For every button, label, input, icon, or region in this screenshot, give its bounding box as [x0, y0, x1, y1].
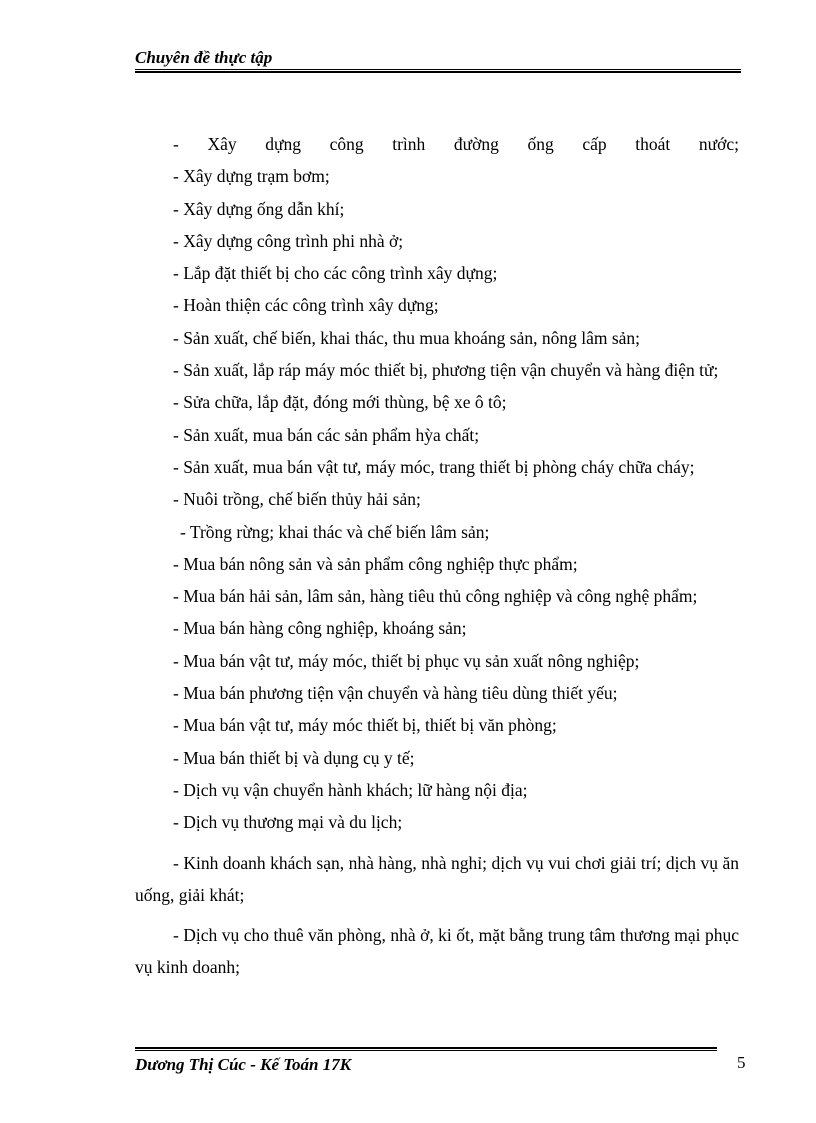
list-item: - Xây dựng trạm bơm; — [173, 166, 330, 187]
list-item: - Kinh doanh khách sạn, nhà hàng, nhà nghỉ; dịch vụ vui chơi giải trí; dịch vụ ăn uống, giải khát; — [135, 852, 739, 905]
header-title: Chuyên đề thực tập — [135, 48, 273, 67]
document-body — [135, 128, 739, 984]
list-item: - Trồng rừng; khai thác và chế biến lâm sản; — [180, 521, 490, 542]
list-item: - Sửa chữa, lắp đặt, đóng mới thùng, bệ xe ô tô; — [173, 392, 507, 413]
list-item: - Xây dựng công trình đường ống cấp thoát nước; — [173, 134, 739, 154]
header-divider-thick — [135, 71, 741, 73]
list-item: - Mua bán nông sản và sản phẩm công nghiệp thực phẩm; — [173, 553, 578, 574]
list-item: - Lắp đặt thiết bị cho các công trình xây dựng; — [173, 263, 498, 284]
list-item: - Dịch vụ thương mại và du lịch; — [173, 812, 403, 833]
list-item: - Sản xuất, chế biến, khai thác, thu mua khoáng sản, nông lâm sản; — [173, 327, 641, 348]
list-item: - Hoàn thiện các công trình xây dựng; — [173, 295, 439, 316]
list-item: - Mua bán vật tư, máy móc, thiết bị phục vụ sản xuất nông nghiệp; — [173, 650, 640, 671]
list-item: - Sản xuất, mua bán vật tư, máy móc, trang thiết bị phòng cháy chữa cháy; — [173, 456, 695, 477]
header-divider — [135, 69, 741, 70]
list-item: - Dịch vụ vận chuyển hành khách; lữ hàng nội địa; — [173, 779, 528, 800]
list-item: - Sản xuất, mua bán các sản phẩm hỳa chất; — [173, 424, 480, 445]
list-item: - Mua bán hải sản, lâm sản, hàng tiêu thủ công nghiệp và công nghệ phẩm; — [173, 586, 698, 607]
footer-divider-thick — [135, 1047, 717, 1049]
page-number: 5 — [737, 1053, 746, 1072]
list-item: - Mua bán vật tư, máy móc thiết bị, thiết bị văn phòng; — [173, 715, 557, 736]
footer-author: Dương Thị Cúc - Kế Toán 17K — [135, 1055, 352, 1074]
list-item: - Mua bán hàng công nghiệp, khoáng sản; — [173, 618, 467, 639]
list-item: - Nuôi trồng, chế biến thủy hải sản; — [173, 489, 421, 510]
list-item: - Xây dựng công trình phi nhà ở; — [173, 230, 404, 251]
list-item: - Dịch vụ cho thuê văn phòng, nhà ở, ki ốt, mặt bằng trung tâm thương mại phục vụ kinh doanh; — [135, 925, 739, 978]
footer-divider — [135, 1050, 717, 1051]
list-item: - Sản xuất, lắp ráp máy móc thiết bị, phương tiện vận chuyển và hàng điện tử; — [173, 360, 719, 381]
list-item: - Mua bán thiết bị và dụng cụ y tế; — [173, 747, 415, 768]
list-item: - Mua bán phương tiện vận chuyển và hàng tiêu dùng thiết yếu; — [173, 683, 618, 704]
list-item: - Xây dựng ống dẫn khí; — [173, 198, 345, 219]
